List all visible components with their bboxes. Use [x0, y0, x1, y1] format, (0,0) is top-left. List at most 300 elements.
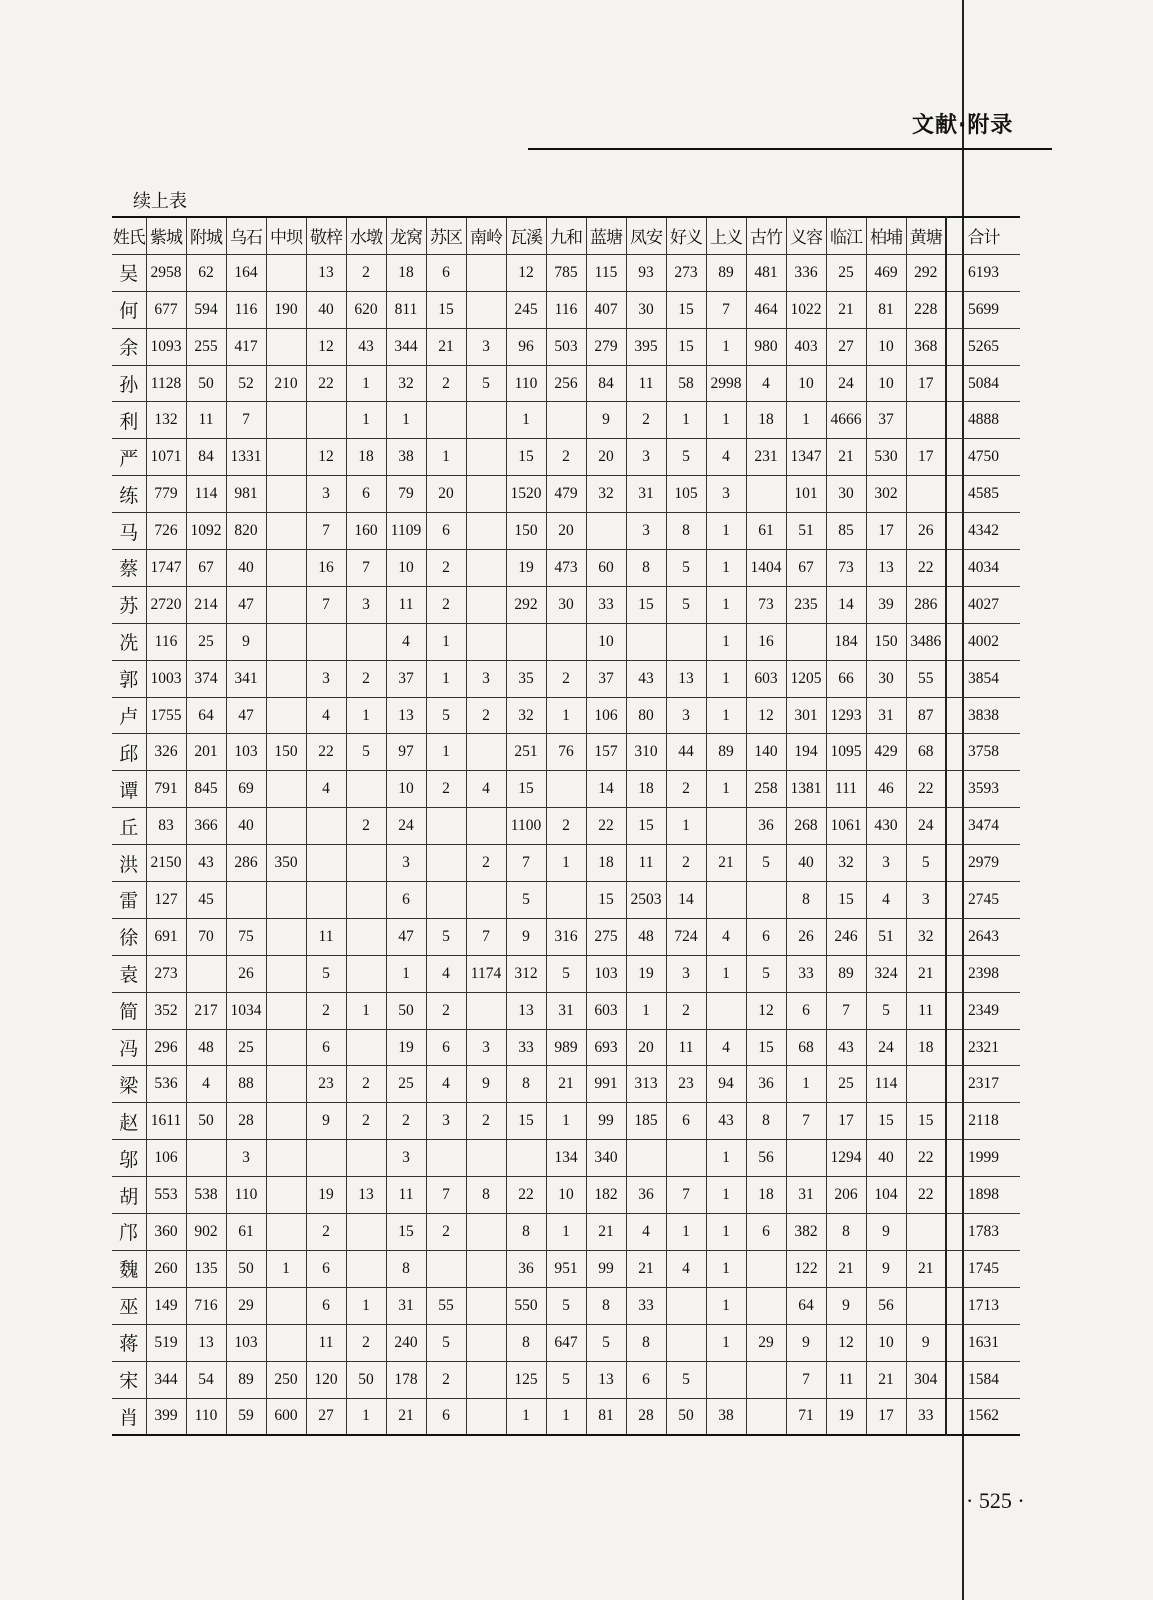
count-cell [466, 439, 506, 476]
count-cell: 845 [186, 771, 226, 808]
table-row [112, 771, 1020, 808]
column-header-total: 合计 [946, 217, 1020, 254]
count-cell: 30 [546, 586, 586, 623]
count-cell: 88 [226, 1066, 266, 1103]
total-cell: 4750 [946, 439, 1020, 476]
count-cell [466, 1287, 506, 1324]
count-cell: 6 [426, 254, 466, 291]
count-cell [426, 1140, 466, 1177]
count-cell: 2 [306, 992, 346, 1029]
count-cell: 4 [426, 955, 466, 992]
count-cell: 84 [586, 365, 626, 402]
count-cell [746, 1398, 786, 1435]
count-cell: 399 [146, 1398, 186, 1435]
count-cell: 5 [746, 845, 786, 882]
count-cell: 245 [506, 291, 546, 328]
count-cell: 44 [666, 734, 706, 771]
count-cell: 1 [546, 1103, 586, 1140]
count-cell: 1 [706, 623, 746, 660]
count-cell: 21 [586, 1214, 626, 1251]
count-cell [706, 808, 746, 845]
count-cell: 19 [386, 1029, 426, 1066]
count-cell [466, 586, 506, 623]
table-header-row [112, 217, 1020, 254]
count-cell: 30 [626, 291, 666, 328]
column-header: 古竹 [746, 217, 786, 254]
count-cell: 2 [666, 992, 706, 1029]
table-row [112, 1398, 1020, 1435]
count-cell: 1 [506, 402, 546, 439]
count-cell: 190 [266, 291, 306, 328]
count-cell: 21 [826, 1250, 866, 1287]
surname-cell: 袁 [112, 955, 146, 992]
count-cell: 2 [426, 1214, 466, 1251]
count-cell: 8 [506, 1324, 546, 1361]
surname-cell: 严 [112, 439, 146, 476]
count-cell: 2 [466, 697, 506, 734]
count-cell: 5 [546, 1287, 586, 1324]
count-cell: 1520 [506, 476, 546, 513]
count-cell: 336 [786, 254, 826, 291]
count-cell: 820 [226, 513, 266, 550]
count-cell: 9 [866, 1214, 906, 1251]
count-cell: 32 [906, 918, 946, 955]
surname-cell: 梁 [112, 1066, 146, 1103]
count-cell: 11 [386, 586, 426, 623]
count-cell: 16 [306, 550, 346, 587]
count-cell [306, 882, 346, 919]
total-cell: 4342 [946, 513, 1020, 550]
count-cell: 9 [506, 918, 546, 955]
table-row [112, 513, 1020, 550]
count-cell [466, 291, 506, 328]
count-cell: 32 [386, 365, 426, 402]
count-cell: 395 [626, 328, 666, 365]
count-cell: 15 [386, 1214, 426, 1251]
count-cell: 26 [786, 918, 826, 955]
count-cell: 47 [226, 697, 266, 734]
count-cell: 80 [626, 697, 666, 734]
count-cell: 29 [746, 1324, 786, 1361]
count-cell: 791 [146, 771, 186, 808]
count-cell: 1174 [466, 955, 506, 992]
header-rule [528, 148, 1052, 150]
count-cell: 1 [706, 1214, 746, 1251]
count-cell: 4 [306, 697, 346, 734]
count-cell: 3 [666, 955, 706, 992]
table-row [112, 955, 1020, 992]
count-cell: 1 [626, 992, 666, 1029]
count-cell: 1 [666, 402, 706, 439]
count-cell: 43 [346, 328, 386, 365]
surname-cell: 胡 [112, 1177, 146, 1214]
count-cell [466, 1250, 506, 1287]
count-cell: 15 [506, 439, 546, 476]
count-cell: 1 [706, 1140, 746, 1177]
count-cell [266, 439, 306, 476]
count-cell: 8 [786, 882, 826, 919]
surname-cell: 邝 [112, 1214, 146, 1251]
column-header: 黄塘 [906, 217, 946, 254]
count-cell [466, 1361, 506, 1398]
count-cell: 15 [906, 1103, 946, 1140]
count-cell: 32 [506, 697, 546, 734]
count-cell: 1611 [146, 1103, 186, 1140]
count-cell: 10 [386, 771, 426, 808]
column-header: 蓝塘 [586, 217, 626, 254]
count-cell: 15 [586, 882, 626, 919]
count-cell: 31 [626, 476, 666, 513]
surname-cell: 何 [112, 291, 146, 328]
surname-cell: 雷 [112, 882, 146, 919]
count-cell: 22 [906, 1140, 946, 1177]
count-cell: 1 [706, 1324, 746, 1361]
count-cell: 201 [186, 734, 226, 771]
count-cell [466, 1324, 506, 1361]
count-cell: 13 [186, 1324, 226, 1361]
count-cell: 64 [186, 697, 226, 734]
table-row [112, 734, 1020, 771]
count-cell [266, 808, 306, 845]
count-cell: 1095 [826, 734, 866, 771]
count-cell [346, 623, 386, 660]
table-row [112, 882, 1020, 919]
count-cell: 114 [186, 476, 226, 513]
count-cell: 40 [306, 291, 346, 328]
count-cell: 240 [386, 1324, 426, 1361]
count-cell [266, 955, 306, 992]
count-cell: 36 [746, 1066, 786, 1103]
count-cell: 11 [626, 365, 666, 402]
count-cell [266, 992, 306, 1029]
count-cell: 1 [706, 1177, 746, 1214]
count-cell: 79 [386, 476, 426, 513]
count-cell: 407 [586, 291, 626, 328]
count-cell [266, 1103, 306, 1140]
surname-cell: 余 [112, 328, 146, 365]
count-cell: 22 [906, 771, 946, 808]
count-cell: 149 [146, 1287, 186, 1324]
page-number: · 525 · [966, 1488, 1025, 1513]
count-cell: 4666 [826, 402, 866, 439]
count-cell: 11 [826, 1361, 866, 1398]
count-cell: 8 [506, 1066, 546, 1103]
count-cell: 36 [626, 1177, 666, 1214]
total-cell: 4888 [946, 402, 1020, 439]
count-cell: 7 [466, 918, 506, 955]
count-cell: 20 [426, 476, 466, 513]
count-cell: 1 [666, 1214, 706, 1251]
count-cell: 89 [826, 955, 866, 992]
table-row [112, 365, 1020, 402]
count-cell: 21 [386, 1398, 426, 1435]
count-cell: 8 [666, 513, 706, 550]
count-cell: 36 [506, 1250, 546, 1287]
count-cell: 56 [746, 1140, 786, 1177]
count-cell: 20 [586, 439, 626, 476]
count-cell: 550 [506, 1287, 546, 1324]
count-cell: 24 [906, 808, 946, 845]
count-cell: 228 [906, 291, 946, 328]
count-cell: 17 [906, 439, 946, 476]
count-cell: 62 [186, 254, 226, 291]
count-cell: 8 [386, 1250, 426, 1287]
count-cell: 1 [706, 328, 746, 365]
count-cell: 9 [466, 1066, 506, 1103]
count-cell: 103 [586, 955, 626, 992]
count-cell: 5 [586, 1324, 626, 1361]
count-cell: 481 [746, 254, 786, 291]
count-cell: 313 [626, 1066, 666, 1103]
count-cell: 114 [866, 1066, 906, 1103]
count-cell: 125 [506, 1361, 546, 1398]
count-cell: 75 [226, 918, 266, 955]
count-cell: 600 [266, 1398, 306, 1435]
count-cell: 134 [546, 1140, 586, 1177]
total-cell: 2118 [946, 1103, 1020, 1140]
count-cell [466, 402, 506, 439]
column-header: 凤安 [626, 217, 666, 254]
count-cell: 5 [666, 439, 706, 476]
count-cell: 185 [626, 1103, 666, 1140]
total-cell: 2745 [946, 882, 1020, 919]
count-cell: 726 [146, 513, 186, 550]
count-cell: 6 [386, 882, 426, 919]
count-cell [626, 623, 666, 660]
column-header: 紫城 [146, 217, 186, 254]
count-cell: 7 [826, 992, 866, 1029]
surname-cell: 徐 [112, 918, 146, 955]
count-cell: 21 [906, 955, 946, 992]
table-row [112, 918, 1020, 955]
count-cell: 8 [826, 1214, 866, 1251]
count-cell: 3 [306, 476, 346, 513]
count-cell: 530 [866, 439, 906, 476]
count-cell: 2998 [706, 365, 746, 402]
count-cell: 3 [346, 586, 386, 623]
count-cell: 7 [346, 550, 386, 587]
count-cell: 1 [346, 1398, 386, 1435]
count-cell: 235 [786, 586, 826, 623]
count-cell: 6 [346, 476, 386, 513]
count-cell: 5 [426, 1324, 466, 1361]
count-cell: 1404 [746, 550, 786, 587]
surname-cell: 肖 [112, 1398, 146, 1435]
surname-cell: 邬 [112, 1140, 146, 1177]
count-cell: 691 [146, 918, 186, 955]
count-cell: 68 [786, 1029, 826, 1066]
count-cell [186, 1140, 226, 1177]
table-row [112, 1066, 1020, 1103]
count-cell: 94 [706, 1066, 746, 1103]
count-cell: 73 [746, 586, 786, 623]
count-cell: 21 [906, 1250, 946, 1287]
count-cell: 4 [626, 1214, 666, 1251]
count-cell: 26 [906, 513, 946, 550]
count-cell: 292 [906, 254, 946, 291]
count-cell: 1 [426, 660, 466, 697]
count-cell: 84 [186, 439, 226, 476]
count-cell [706, 1361, 746, 1398]
count-cell: 85 [826, 513, 866, 550]
count-cell: 4 [706, 918, 746, 955]
count-cell: 2 [346, 1066, 386, 1103]
count-cell: 1 [786, 1066, 826, 1103]
count-cell [426, 882, 466, 919]
count-cell: 1100 [506, 808, 546, 845]
count-cell: 2 [346, 660, 386, 697]
count-cell: 37 [586, 660, 626, 697]
total-cell: 5265 [946, 328, 1020, 365]
count-cell: 33 [506, 1029, 546, 1066]
column-header: 苏区 [426, 217, 466, 254]
surname-cell: 利 [112, 402, 146, 439]
total-cell: 4002 [946, 623, 1020, 660]
total-cell: 2398 [946, 955, 1020, 992]
total-cell: 6193 [946, 254, 1020, 291]
count-cell [666, 1324, 706, 1361]
count-cell: 594 [186, 291, 226, 328]
count-cell: 217 [186, 992, 226, 1029]
total-cell: 3593 [946, 771, 1020, 808]
count-cell: 9 [826, 1287, 866, 1324]
count-cell [746, 882, 786, 919]
count-cell: 67 [786, 550, 826, 587]
count-cell: 1294 [826, 1140, 866, 1177]
count-cell: 15 [426, 291, 466, 328]
count-cell: 13 [306, 254, 346, 291]
table-row [112, 623, 1020, 660]
count-cell: 10 [866, 328, 906, 365]
column-header: 上义 [706, 217, 746, 254]
count-cell: 3 [706, 476, 746, 513]
count-cell: 1747 [146, 550, 186, 587]
count-cell [466, 1140, 506, 1177]
table-row [112, 1177, 1020, 1214]
count-cell: 344 [146, 1361, 186, 1398]
count-cell: 417 [226, 328, 266, 365]
count-cell: 40 [226, 550, 266, 587]
count-cell: 50 [186, 1103, 226, 1140]
count-cell: 132 [146, 402, 186, 439]
table-row [112, 697, 1020, 734]
count-cell: 1 [786, 402, 826, 439]
count-cell: 5 [466, 365, 506, 402]
count-cell: 8 [746, 1103, 786, 1140]
count-cell: 6 [666, 1103, 706, 1140]
count-cell [666, 623, 706, 660]
count-cell [906, 476, 946, 513]
count-cell: 9 [586, 402, 626, 439]
count-cell: 2 [426, 1361, 466, 1398]
count-cell: 13 [666, 660, 706, 697]
count-cell [266, 697, 306, 734]
surname-cell: 丘 [112, 808, 146, 845]
count-cell: 324 [866, 955, 906, 992]
count-cell: 50 [346, 1361, 386, 1398]
total-cell: 2349 [946, 992, 1020, 1029]
count-cell: 18 [906, 1029, 946, 1066]
count-cell: 304 [906, 1361, 946, 1398]
count-cell: 1 [506, 1398, 546, 1435]
table-row [112, 660, 1020, 697]
count-cell: 1 [346, 365, 386, 402]
count-cell: 11 [186, 402, 226, 439]
count-cell: 25 [826, 254, 866, 291]
count-cell: 11 [666, 1029, 706, 1066]
count-cell: 536 [146, 1066, 186, 1103]
count-cell [266, 660, 306, 697]
count-cell: 469 [866, 254, 906, 291]
count-cell [546, 771, 586, 808]
count-cell: 23 [306, 1066, 346, 1103]
count-cell: 1 [426, 439, 466, 476]
count-cell [266, 882, 306, 919]
count-cell: 19 [626, 955, 666, 992]
count-cell [306, 808, 346, 845]
count-cell: 231 [746, 439, 786, 476]
table-row [112, 992, 1020, 1029]
count-cell: 99 [586, 1103, 626, 1140]
count-cell: 150 [506, 513, 546, 550]
count-cell: 33 [906, 1398, 946, 1435]
count-cell: 10 [786, 365, 826, 402]
count-cell: 2503 [626, 882, 666, 919]
total-cell: 4027 [946, 586, 1020, 623]
column-header: 敬梓 [306, 217, 346, 254]
count-cell: 21 [866, 1361, 906, 1398]
count-cell: 12 [826, 1324, 866, 1361]
count-cell: 18 [746, 1177, 786, 1214]
count-cell: 273 [146, 955, 186, 992]
count-cell: 5 [546, 955, 586, 992]
count-cell: 15 [866, 1103, 906, 1140]
count-cell: 2 [346, 808, 386, 845]
count-cell [906, 1287, 946, 1324]
surname-cell: 赵 [112, 1103, 146, 1140]
count-cell [506, 1140, 546, 1177]
count-cell: 47 [386, 918, 426, 955]
column-header-surname: 姓氏 [112, 217, 146, 254]
total-cell: 2979 [946, 845, 1020, 882]
count-cell: 1 [706, 955, 746, 992]
count-cell: 13 [866, 550, 906, 587]
count-cell: 45 [186, 882, 226, 919]
count-cell: 51 [866, 918, 906, 955]
count-cell: 724 [666, 918, 706, 955]
count-cell: 28 [226, 1103, 266, 1140]
surname-cell: 冯 [112, 1029, 146, 1066]
surname-cell: 练 [112, 476, 146, 513]
count-cell [746, 1361, 786, 1398]
count-cell: 301 [786, 697, 826, 734]
total-cell: 1584 [946, 1361, 1020, 1398]
count-cell: 374 [186, 660, 226, 697]
total-cell: 3474 [946, 808, 1020, 845]
count-cell: 18 [346, 439, 386, 476]
count-cell: 150 [266, 734, 306, 771]
count-cell: 6 [306, 1029, 346, 1066]
count-cell: 116 [226, 291, 266, 328]
count-cell: 603 [586, 992, 626, 1029]
count-cell: 980 [746, 328, 786, 365]
count-cell [266, 1324, 306, 1361]
count-cell: 9 [906, 1324, 946, 1361]
column-header: 南岭 [466, 217, 506, 254]
count-cell: 24 [866, 1029, 906, 1066]
count-cell: 1034 [226, 992, 266, 1029]
count-cell: 18 [586, 845, 626, 882]
